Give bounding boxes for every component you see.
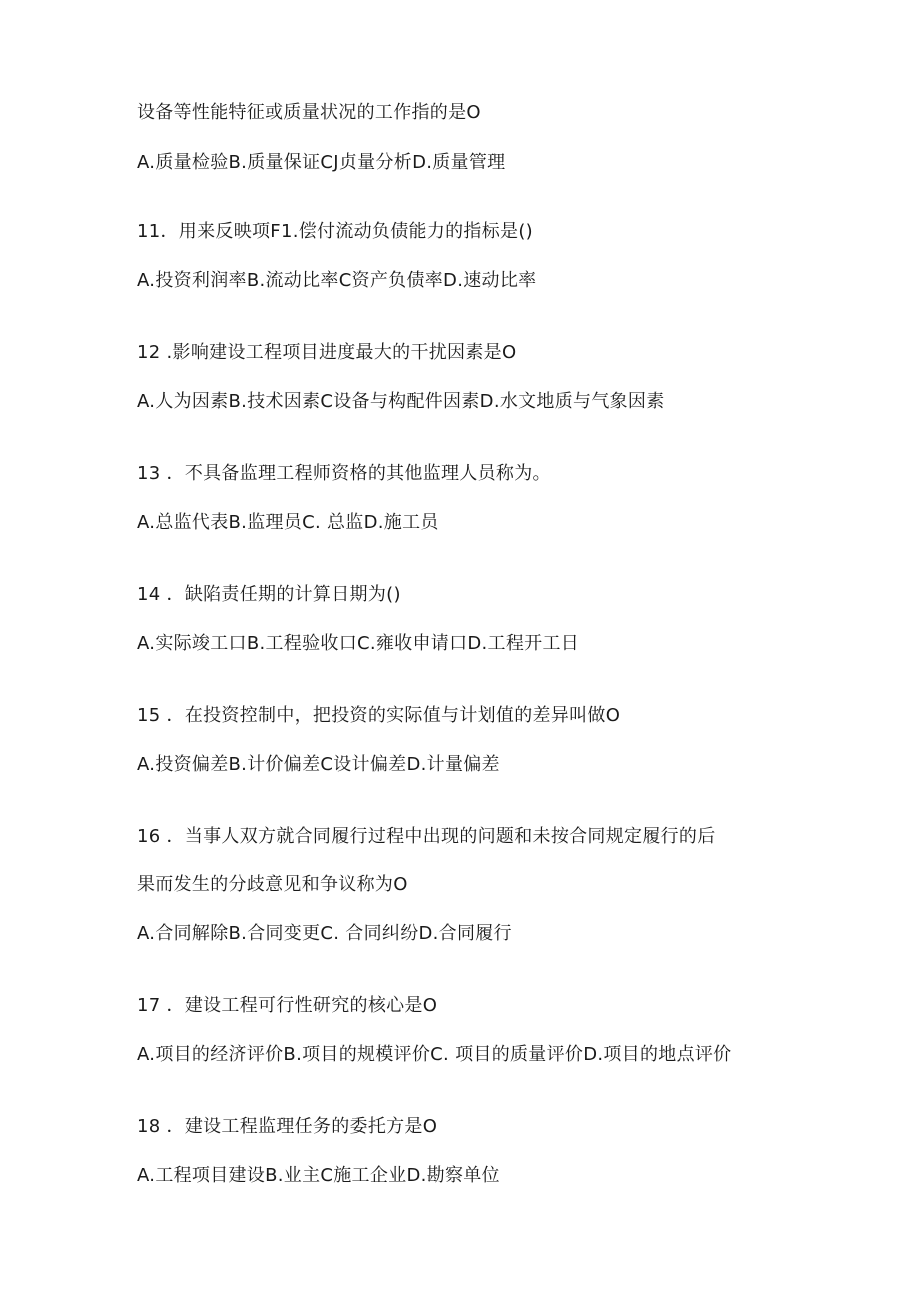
question-16-stem-continued: 果而发生的分歧意见和争议称为O xyxy=(137,874,408,895)
question-18-options: A.工程项目建设B.业主C施工企业D.勘察单位 xyxy=(137,1165,500,1186)
question-17-options: A.项目的经济评价B.项目的规模评价C. 项目的质量评价D.项目的地点评价 xyxy=(137,1044,732,1065)
question-10-stem-end: 设备等性能特征或质量状况的工作指的是O xyxy=(137,102,481,123)
question-11-stem: 11．用来反映项F1.偿付流动负债能力的指标是() xyxy=(137,221,533,242)
question-17-stem: 17 ．建设工程可行性研究的核心是O xyxy=(137,995,438,1016)
question-16-stem: 16 ．当事人双方就合同履行过程中出现的问题和未按合同规定履行的后 xyxy=(137,826,716,847)
question-16-options: A.合同解除B.合同变更C. 合同纠纷D.合同履行 xyxy=(137,923,512,944)
question-15-options: A.投资偏差B.计价偏差C设计偏差D.计量偏差 xyxy=(137,754,500,775)
question-11-options: A.投资利润率B.流动比率C资产负债率D.速动比率 xyxy=(137,270,537,291)
question-12-options: A.人为因素B.技术因素C设备与构配件因素D.水文地质与气象因素 xyxy=(137,391,665,412)
question-13-stem: 13 ．不具备监理工程师资格的其他监理人员称为。 xyxy=(137,463,551,484)
question-10-options: A.质量检验B.质量保证CJ贞量分析D.质量管理 xyxy=(137,152,506,173)
question-15-stem: 15 ．在投资控制中，把投资的实际值与计划值的差异叫做O xyxy=(137,705,621,726)
question-12-stem: 12 .影响建设工程项目进度最大的干扰因素是O xyxy=(137,342,517,363)
question-13-options: A.总监代表B.监理员C. 总监D.施工员 xyxy=(137,512,439,533)
question-14-stem: 14 ．缺陷责任期的计算日期为() xyxy=(137,584,401,605)
question-18-stem: 18 ．建设工程监理任务的委托方是O xyxy=(137,1116,438,1137)
question-14-options: A.实际竣工口B.工程验收口C.雍收申请口D.工程开工日 xyxy=(137,633,580,654)
